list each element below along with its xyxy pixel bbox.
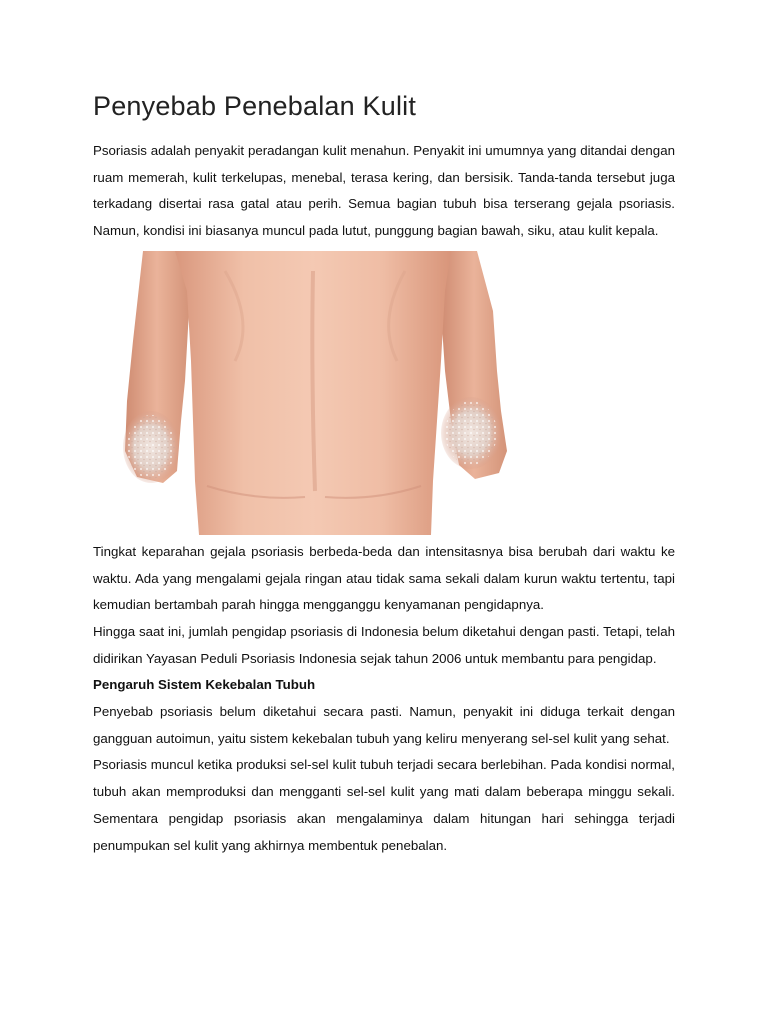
- page-title: Penyebab Penebalan Kulit: [93, 91, 417, 121]
- document-page: [93, 88, 675, 859]
- severity-paragraph: Tingkat keparahan gejala psoriasis berbeda-beda dan intensitasnya bisa berubah dari waktu ke waktu. Ada yang mengalami gejala ringan atau tidak sama sekali dalam kurun waktu tertentu, tapi kemudian bertambah parah hingga mengganggu kenyamanan pengidapnya.: [93, 543, 675, 613]
- section-heading: Pengaruh Sistem Kekebalan Tubuh: [93, 677, 316, 693]
- back-with-elbow-plaques-illustration: [115, 251, 535, 535]
- cause-paragraph: Penyebab psoriasis belum diketahui secara pasti. Namun, penyakit ini diduga terkait dengan gangguan autoimun, yaitu sistem kekebalan tubuh yang keliru menyerang sel-sel kulit yang sehat.: [93, 704, 675, 746]
- production-paragraph: Psoriasis muncul ketika produksi sel-sel kulit tubuh terjadi secara berlebihan. Pada kondisi normal, tubuh akan memproduksi dan mengganti sel-sel kulit yang mati dalam beberapa minggu sekali. Sementara pengidap psoriasis akan mengalaminya dalam hitungan hari sehingga terjadi penumpukan sel kulit yang akhirnya membentuk penebalan.: [93, 757, 675, 853]
- intro-paragraph: Psoriasis adalah penyakit peradangan kulit menahun. Penyakit ini umumnya yang ditandai dengan ruam memerah, kulit terkelupas, menebal, terasa kering, dan bersisik. Tanda-tanda tersebut juga terkadang disertai rasa gatal atau perih. Semua bagian tubuh bisa terserang gejala psoriasis. Namun, kondisi ini biasanya muncul pada lutut, punggung bagian bawah, siku, atau kulit kepala.: [93, 143, 675, 239]
- psoriasis-elbows-photo: [115, 251, 535, 535]
- indonesia-paragraph: Hingga saat ini, jumlah pengidap psoriasis di Indonesia belum diketahui dengan pasti. Tetapi, telah didirikan Yayasan Peduli Psoriasis Indonesia sejak tahun 2006 untuk membantu para pengidap.: [93, 623, 675, 666]
